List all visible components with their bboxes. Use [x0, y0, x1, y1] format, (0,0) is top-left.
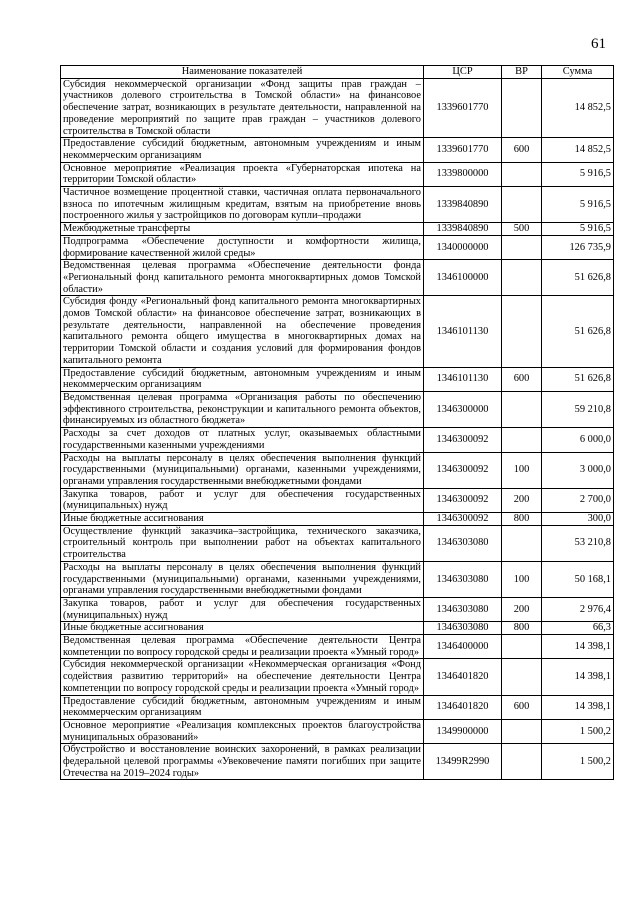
- table-row: [61, 635, 614, 659]
- row-sum: 126 735,9: [542, 235, 614, 259]
- row-name: Субсидия фонду «Региональный фонд капитального ремонта многоквартирных домов Томской области» на финансовое обеспечение затрат, возникающих в результате деятельности, направленной на обеспечение проведения капитального ремонта общего имущества в многоквартирных домах на территории Томской области и создания условий для формирования фондов капитального ремонта: [61, 296, 424, 367]
- row-vr: 100: [502, 561, 542, 597]
- table-row: [61, 260, 614, 296]
- row-csr: 1346300000: [424, 391, 502, 427]
- row-vr: 600: [502, 138, 542, 162]
- header-sum: Сумма: [542, 66, 614, 79]
- table-row: [61, 223, 614, 236]
- row-name: Закупка товаров, работ и услуг для обеспечения государственных (муниципальных) нужд: [61, 488, 424, 512]
- page-number: 61: [591, 36, 606, 52]
- row-vr: 600: [502, 367, 542, 391]
- row-vr: [502, 391, 542, 427]
- table-row: [61, 561, 614, 597]
- row-sum: 6 000,0: [542, 428, 614, 452]
- row-csr: 1346100000: [424, 260, 502, 296]
- row-name: Межбюджетные трансферты: [61, 223, 424, 236]
- table-row: [61, 78, 614, 138]
- row-name: Частичное возмещение процентной ставки, частичная оплата первоначального взноса по ипотечным жилищным кредитам, взятым на приобретение вновь построенного жилья у застройщиков по договорам купли–продажи: [61, 187, 424, 223]
- row-vr: [502, 525, 542, 561]
- row-vr: 500: [502, 223, 542, 236]
- table-row: [61, 452, 614, 488]
- row-csr: 1346300092: [424, 428, 502, 452]
- row-name: Предоставление субсидий бюджетным, автономным учреждениям и иным некоммерческим организациям: [61, 367, 424, 391]
- table-row: [61, 391, 614, 427]
- row-csr: 1346300092: [424, 452, 502, 488]
- row-sum: 14 398,1: [542, 695, 614, 719]
- row-sum: 5 916,5: [542, 223, 614, 236]
- row-sum: 1 500,2: [542, 719, 614, 743]
- row-name: Осуществление функций заказчика–застройщика, технического заказчика, строительный контроль при выполнении работ на объектах капитального строительства: [61, 525, 424, 561]
- row-name: Субсидия некоммерческой организации «Некоммерческая организация «Фонд содействия развитию территорий» на обеспечение деятельности Центра компетенции по вопросу городской среды и реализации проекта «Умный город»: [61, 659, 424, 695]
- row-vr: [502, 235, 542, 259]
- row-name: Расходы за счет доходов от платных услуг, оказываемых областными государственными казенными учреждениями: [61, 428, 424, 452]
- table-row: [61, 488, 614, 512]
- table-header-row: [61, 66, 614, 79]
- row-vr: [502, 744, 542, 780]
- row-name: Ведомственная целевая программа «Обеспечение деятельности Центра компетенции по вопросу городской среды и реализации проекта «Умный город»: [61, 635, 424, 659]
- row-sum: 14 398,1: [542, 659, 614, 695]
- row-sum: 50 168,1: [542, 561, 614, 597]
- table-row: [61, 296, 614, 367]
- row-csr: 1346303080: [424, 525, 502, 561]
- header-csr: ЦСР: [424, 66, 502, 79]
- row-name: Иные бюджетные ассигнования: [61, 513, 424, 526]
- table-row: [61, 428, 614, 452]
- row-name: Обустройство и восстановление воинских захоронений, в рамках реализации федеральной целевой программы «Увековечение памяти погибших при защите Отечества на 2019–2024 годы»: [61, 744, 424, 780]
- row-vr: 800: [502, 513, 542, 526]
- table-row: [61, 744, 614, 780]
- row-vr: [502, 659, 542, 695]
- row-name: Расходы на выплаты персоналу в целях обеспечения выполнения функций государственными (муниципальными) органами, казенными учреждениями, органами управления государственными внебюджетными фондами: [61, 561, 424, 597]
- row-csr: 1349900000: [424, 719, 502, 743]
- row-vr: 200: [502, 597, 542, 621]
- row-name: Иные бюджетные ассигнования: [61, 622, 424, 635]
- row-name: Основное мероприятие «Реализация комплексных проектов благоустройства муниципальных образований»: [61, 719, 424, 743]
- table-row: [61, 695, 614, 719]
- table-row: [61, 597, 614, 621]
- table-row: [61, 659, 614, 695]
- row-csr: 1339840890: [424, 223, 502, 236]
- row-csr: 1346300092: [424, 488, 502, 512]
- row-sum: 14 852,5: [542, 138, 614, 162]
- row-name: Закупка товаров, работ и услуг для обеспечения государственных (муниципальных) нужд: [61, 597, 424, 621]
- row-sum: 2 976,4: [542, 597, 614, 621]
- row-sum: 51 626,8: [542, 296, 614, 367]
- header-vr: ВР: [502, 66, 542, 79]
- row-name: Предоставление субсидий бюджетным, автономным учреждениям и иным некоммерческим организациям: [61, 138, 424, 162]
- row-name: Ведомственная целевая программа «Организация работы по обеспечению эффективного строительства, реконструкции и капитального ремонта объектов, финансируемых из областного бюджета»: [61, 391, 424, 427]
- row-sum: 3 000,0: [542, 452, 614, 488]
- table-row: [61, 513, 614, 526]
- row-vr: 100: [502, 452, 542, 488]
- row-sum: 2 700,0: [542, 488, 614, 512]
- row-csr: 1346401820: [424, 695, 502, 719]
- row-csr: 1339601770: [424, 138, 502, 162]
- row-name: Предоставление субсидий бюджетным, автономным учреждениям и иным некоммерческим организациям: [61, 695, 424, 719]
- header-name: Наименование показателей: [61, 66, 424, 79]
- row-csr: 1346303080: [424, 597, 502, 621]
- row-vr: [502, 187, 542, 223]
- row-vr: 600: [502, 695, 542, 719]
- row-csr: 1346401820: [424, 659, 502, 695]
- row-csr: 1346101130: [424, 296, 502, 367]
- row-name: Субсидия некоммерческой организации «Фонд защиты прав граждан – участников долевого строительства в Томской области» на финансовое обеспечение затрат, возникающих в результате деятельности, направленной на проведение мероприятий по защите прав граждан – участников долевого строительства в Томской области: [61, 78, 424, 138]
- row-csr: 1339840890: [424, 187, 502, 223]
- row-csr: 1346400000: [424, 635, 502, 659]
- row-sum: 66,3: [542, 622, 614, 635]
- budget-table: [60, 65, 614, 780]
- row-sum: 51 626,8: [542, 260, 614, 296]
- table-row: [61, 187, 614, 223]
- row-vr: [502, 635, 542, 659]
- row-vr: [502, 296, 542, 367]
- table-row: [61, 719, 614, 743]
- row-csr: 1339601770: [424, 78, 502, 138]
- row-vr: 800: [502, 622, 542, 635]
- table-row: [61, 525, 614, 561]
- row-vr: [502, 428, 542, 452]
- row-sum: 1 500,2: [542, 744, 614, 780]
- table-row: [61, 367, 614, 391]
- row-sum: 53 210,8: [542, 525, 614, 561]
- row-vr: [502, 719, 542, 743]
- row-vr: 200: [502, 488, 542, 512]
- row-sum: 59 210,8: [542, 391, 614, 427]
- row-csr: 1346303080: [424, 622, 502, 635]
- row-sum: 14 398,1: [542, 635, 614, 659]
- row-csr: 1346300092: [424, 513, 502, 526]
- row-sum: 5 916,5: [542, 162, 614, 186]
- row-name: Ведомственная целевая программа «Обеспечение деятельности фонда «Региональный фонд капитального ремонта многоквартирных домов Томской области»: [61, 260, 424, 296]
- table-row: [61, 235, 614, 259]
- row-name: Расходы на выплаты персоналу в целях обеспечения выполнения функций государственными (муниципальными) органами, казенными учреждениями, органами управления государственными внебюджетными фондами: [61, 452, 424, 488]
- row-csr: 1339800000: [424, 162, 502, 186]
- row-vr: [502, 260, 542, 296]
- row-name: Подпрограмма «Обеспечение доступности и комфортности жилища, формирование качественной жилой среды»: [61, 235, 424, 259]
- row-sum: 14 852,5: [542, 78, 614, 138]
- row-csr: 1346303080: [424, 561, 502, 597]
- row-csr: 1346101130: [424, 367, 502, 391]
- table-row: [61, 162, 614, 186]
- row-sum: 51 626,8: [542, 367, 614, 391]
- row-sum: 5 916,5: [542, 187, 614, 223]
- row-name: Основное мероприятие «Реализация проекта «Губернаторская ипотека на территории Томской области»: [61, 162, 424, 186]
- row-vr: [502, 162, 542, 186]
- row-csr: 1340000000: [424, 235, 502, 259]
- table-row: [61, 138, 614, 162]
- table-row: [61, 622, 614, 635]
- row-csr: 13499R2990: [424, 744, 502, 780]
- row-vr: [502, 78, 542, 138]
- row-sum: 300,0: [542, 513, 614, 526]
